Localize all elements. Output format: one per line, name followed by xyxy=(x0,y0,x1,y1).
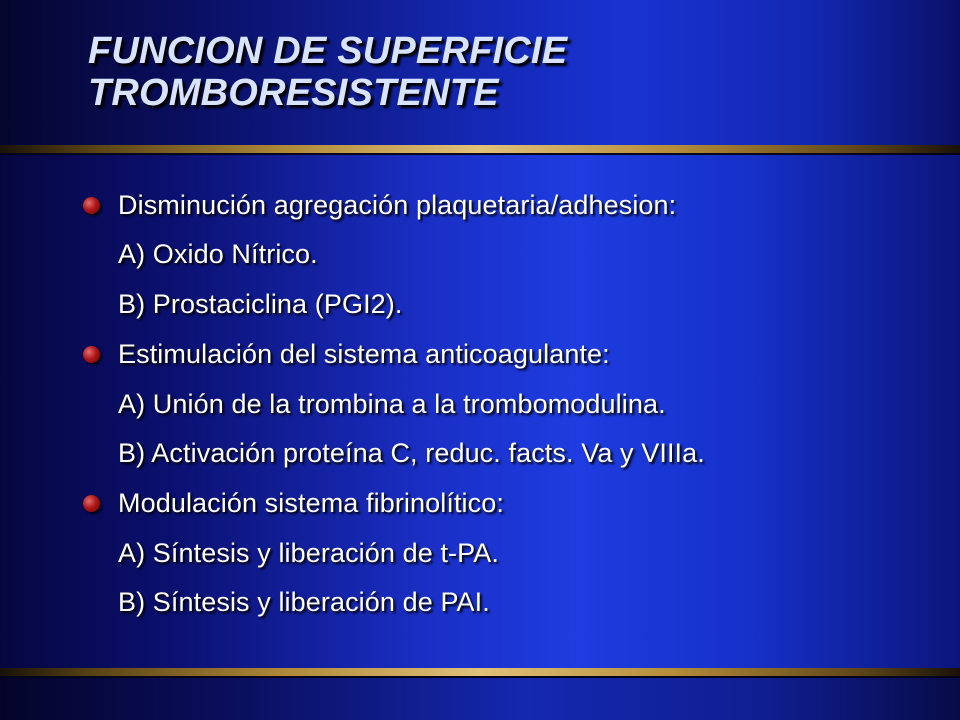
slide-title-line-2: TROMBORESISTENTE xyxy=(88,72,499,114)
sub-item-text: A) Oxido Nítrico. xyxy=(118,239,318,269)
sub-item-text: B) Síntesis y liberación de PAI. xyxy=(118,587,490,617)
bullet-text: Estimulación del sistema anticoagulante: xyxy=(118,339,610,369)
sub-item-text: A) Unión de la trombina a la trombomodulina. xyxy=(118,389,666,419)
sub-item-text: A) Síntesis y liberación de t-PA. xyxy=(118,538,499,568)
sub-item-text: B) Prostaciclina (PGI2). xyxy=(118,289,403,319)
bullet-dot-icon xyxy=(83,346,100,363)
bullet-dot-icon xyxy=(83,197,100,214)
bullet-text: Modulación sistema fibrinolítico: xyxy=(118,488,504,518)
bullet-dot-icon xyxy=(83,495,100,512)
sub-item-text: B) Activación proteína C, reduc. facts. Va y VIIIa. xyxy=(118,438,705,468)
bullet-text: Disminución agregación plaquetaria/adhesion: xyxy=(118,190,677,220)
slide-title-line-1: FUNCION DE SUPERFICIE xyxy=(88,30,568,72)
footer-band xyxy=(0,678,960,720)
footer-divider xyxy=(0,668,960,676)
